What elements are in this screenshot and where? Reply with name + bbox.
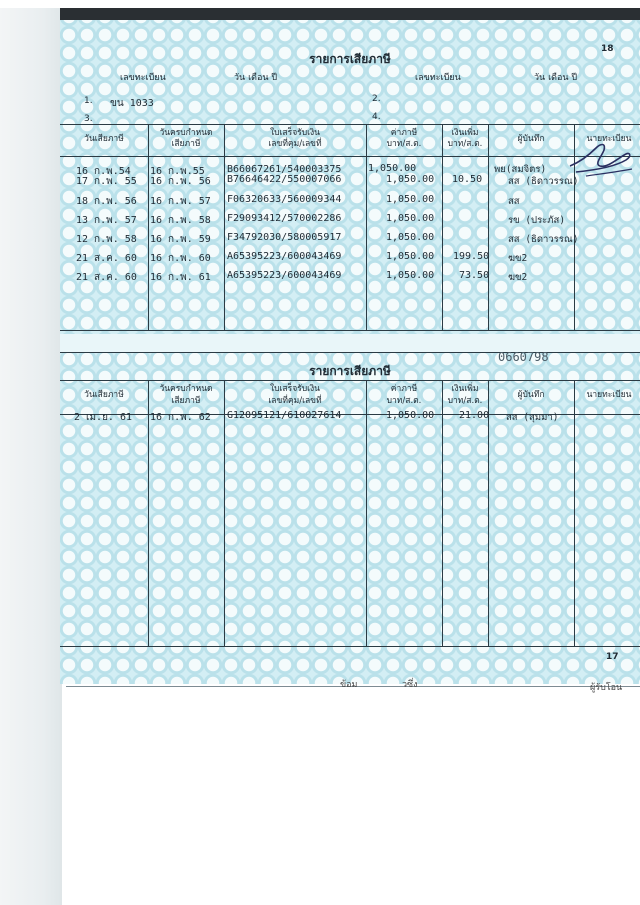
page-number: 18	[601, 44, 614, 54]
header-tax-sub: บาท/ส.ต.	[386, 139, 422, 149]
sheet-separator	[60, 334, 640, 352]
surcharge-amount: 10.50	[452, 174, 483, 185]
header-due-date: วันครบกำหนด	[159, 384, 213, 394]
recorder-name: สส	[508, 196, 520, 207]
sheet-title: รายการเสียภาษี	[309, 364, 391, 378]
registration-label: เลขทะเบียน	[415, 73, 461, 83]
header-surcharge-sub: บาท/ส.ต.	[447, 139, 483, 149]
due-date: 16 ก.พ. 62	[150, 412, 211, 423]
tax-amount: 1,050.00	[386, 194, 435, 205]
header-due-date-sub: เสียภาษี	[171, 396, 201, 406]
recorder-name: สส (ธิดาวรรณ)	[508, 176, 579, 187]
recorder-name: พย(สมจิตร)	[494, 164, 547, 175]
payment-date: 16 ก.พ.54	[76, 166, 131, 177]
date-label: วัน เดือน ปี	[534, 73, 578, 83]
table-column-rule	[366, 380, 367, 646]
table-rule	[60, 330, 640, 331]
payment-date: 2 เม.ย. 61	[74, 412, 133, 423]
receipt-number: B66067261/540003375	[227, 164, 342, 175]
line-number: 4.	[372, 112, 381, 122]
line-number: 3.	[84, 114, 93, 124]
payment-date: 21 ส.ค. 60	[76, 253, 137, 264]
receipt-number: B76646422/550007066	[227, 174, 342, 185]
tax-record-book-page	[60, 8, 640, 684]
table-rule	[60, 380, 640, 381]
header-receipt: ใบเสร็จรับเงิน	[269, 128, 320, 138]
table-column-rule	[442, 124, 443, 330]
receipt-number: F34792030/580005917	[227, 232, 342, 243]
header-due-date-sub: เสียภาษี	[171, 139, 201, 149]
header-surcharge: เงินเพิ่ม	[451, 384, 479, 394]
header-surcharge: เงินเพิ่ม	[451, 128, 479, 138]
header-recorder: ผู้บันทึก	[517, 134, 545, 144]
payment-date: 13 ก.พ. 57	[76, 215, 137, 226]
date-label: วัน เดือน ปี	[234, 73, 278, 83]
table-column-rule	[224, 380, 225, 646]
header-registrar: นายทะเบียน	[586, 134, 632, 144]
header-payment-date: วันเสียภาษี	[84, 134, 124, 144]
scan-margin	[0, 8, 62, 905]
tax-amount: 1,050.00	[386, 251, 435, 262]
header-due-date: วันครบกำหนด	[159, 128, 213, 138]
header-tax: ค่าภาษี	[390, 128, 418, 138]
header-surcharge-sub: บาท/ส.ต.	[447, 396, 483, 406]
table-column-rule	[366, 124, 367, 330]
surcharge-amount: 73.50	[459, 270, 490, 281]
footer-text: วซึ่ง	[402, 680, 418, 690]
table-column-rule	[442, 380, 443, 646]
recorder-name: ฆข2	[508, 253, 528, 264]
header-tax-sub: บาท/ส.ต.	[386, 396, 422, 406]
due-date: 16 ก.พ.55	[150, 166, 205, 177]
table-column-rule	[148, 124, 149, 330]
payment-date: 12 ก.พ. 58	[76, 234, 137, 245]
footer-text: ผู้รับโอน	[590, 683, 623, 693]
sheet-title: รายการเสียภาษี	[309, 52, 391, 66]
table-rule	[60, 156, 640, 157]
scan-top-border	[60, 8, 640, 20]
tax-amount: 1,050.00	[386, 213, 435, 224]
header-registrar: นายทะเบียน	[586, 390, 632, 400]
header-receipt-sub: เลขที่คุม/เลขที่	[268, 396, 322, 406]
recorder-name: รข (ประภัส)	[508, 215, 566, 226]
header-recorder: ผู้บันทึก	[517, 390, 545, 400]
registration-number: ขน 1033	[110, 98, 154, 109]
table-rule	[60, 646, 640, 647]
header-tax: ค่าภาษี	[390, 384, 418, 394]
header-receipt: ใบเสร็จรับเงิน	[269, 384, 320, 394]
due-date: 16 ก.พ. 57	[150, 196, 211, 207]
tax-amount: 1,050.00	[386, 270, 435, 281]
header-receipt-sub: เลขที่คุม/เลขที่	[268, 139, 322, 149]
receipt-number: F29093412/570002286	[227, 213, 342, 224]
registration-label: เลขทะเบียน	[120, 73, 166, 83]
surcharge-amount: 199.50	[453, 251, 490, 262]
recorder-name: สส (สุมมา)	[506, 412, 559, 423]
table-column-rule	[224, 124, 225, 330]
line-number: 2.	[372, 94, 381, 104]
header-payment-date: วันเสียภาษี	[84, 390, 124, 400]
table-column-rule	[488, 124, 489, 330]
recorder-name: ฆข2	[508, 272, 528, 283]
surcharge-amount: 21.00	[459, 410, 490, 421]
due-date: 16 ก.พ. 60	[150, 253, 211, 264]
page-number: 17	[606, 652, 619, 662]
payment-date: 17 ก.พ. 55	[76, 176, 137, 187]
due-date: 16 ก.พ. 61	[150, 272, 211, 283]
table-rule	[60, 352, 640, 353]
due-date: 16 ก.พ. 56	[150, 176, 211, 187]
recorder-name: สส (ธิดาวรรณ)	[508, 234, 579, 245]
table-column-rule	[148, 380, 149, 646]
receipt-number: A65395223/600043469	[227, 251, 342, 262]
table-column-rule	[574, 380, 575, 646]
receipt-number: G12095121/610027614	[227, 410, 342, 421]
due-date: 16 ก.พ. 59	[150, 234, 211, 245]
line-number: 1.	[84, 96, 93, 106]
tax-amount: 1,050.00	[368, 163, 417, 174]
receipt-number: A65395223/600043469	[227, 270, 342, 281]
footer-text: ข้อม	[340, 680, 358, 690]
registrar-signature	[566, 136, 636, 182]
tax-amount: 1,050.00	[386, 232, 435, 243]
form-serial-number: 0660798	[498, 350, 549, 364]
tax-amount: 1,050.00	[386, 410, 435, 421]
payment-date: 21 ส.ค. 60	[76, 272, 137, 283]
payment-date: 18 ก.พ. 56	[76, 196, 137, 207]
receipt-number: F06320633/560009344	[227, 194, 342, 205]
table-rule	[60, 124, 640, 125]
due-date: 16 ก.พ. 58	[150, 215, 211, 226]
tax-amount: 1,050.00	[386, 174, 435, 185]
